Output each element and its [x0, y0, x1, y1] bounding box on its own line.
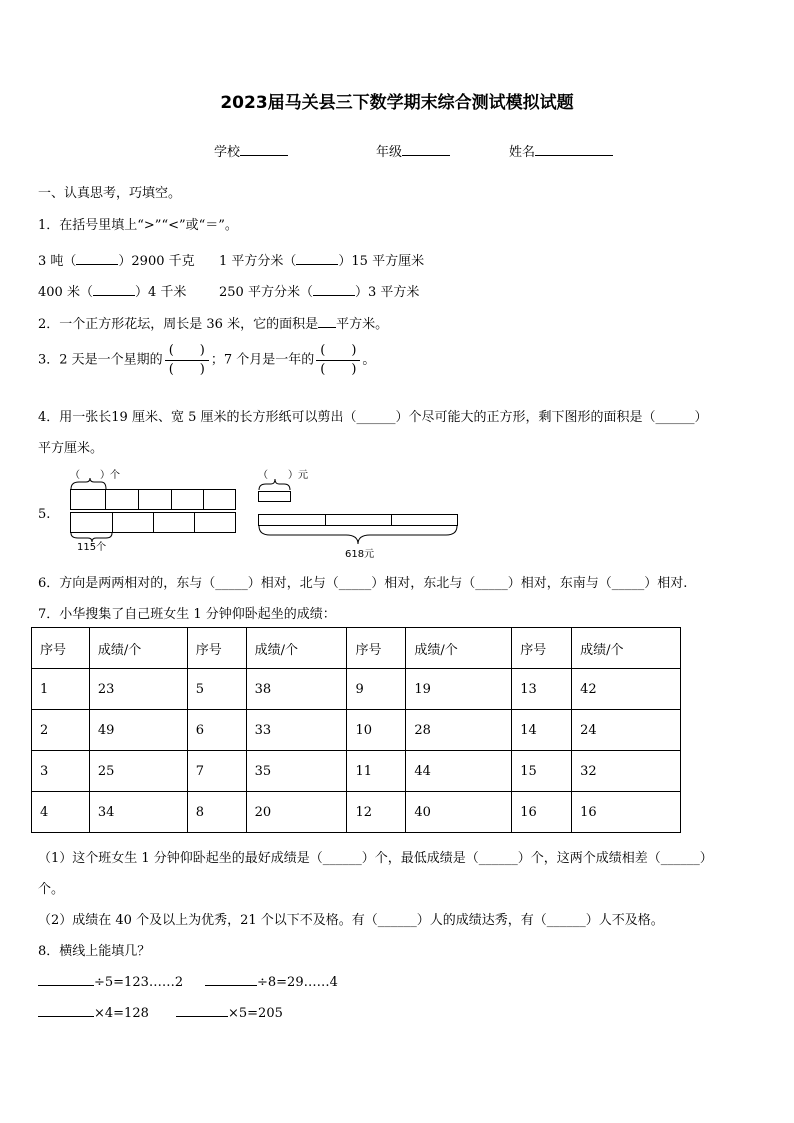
answer-blank[interactable]: [76, 250, 118, 265]
header-cell: 序号: [347, 628, 406, 669]
table-cell: 34: [89, 792, 187, 833]
answer-blank[interactable]: [93, 281, 135, 296]
table-cell: 10: [347, 710, 406, 751]
bar-segment: [138, 489, 172, 510]
bar-segment: [70, 489, 106, 510]
grade-blank[interactable]: [402, 141, 450, 156]
bar-segment: [203, 489, 236, 510]
table-cell: 11: [347, 751, 406, 792]
table-cell: 25: [89, 751, 187, 792]
q7-stem: 7．小华搜集了自己班女生 1 分钟仰卧起坐的成绩：: [38, 607, 336, 622]
right-top-brace: [258, 479, 294, 491]
table-row: [32, 710, 681, 751]
answer-blank[interactable]: [318, 313, 336, 328]
q8-item: ×4=128: [38, 1002, 149, 1021]
bar-segment: [258, 491, 291, 502]
header-cell: 成绩/个: [246, 628, 347, 669]
name-label: 姓名: [509, 145, 536, 160]
table-cell: 42: [572, 669, 681, 710]
bar-segment: [325, 514, 392, 526]
table-cell: 28: [406, 710, 512, 751]
right-bottom-brace: [258, 526, 460, 546]
right-bottom-label: 618元: [345, 549, 375, 560]
answer-blank[interactable]: [205, 971, 257, 986]
q1-item: 1 平方分米（ ）15 平方厘米: [219, 250, 424, 269]
answer-blank[interactable]: [313, 281, 355, 296]
grade-field[interactable]: [376, 141, 450, 160]
q8-stem: 8．横线上能填几？: [38, 944, 151, 959]
table-cell: 9: [347, 669, 406, 710]
q7-sub1-line1: （1）这个班女生 1 分钟仰卧起坐的最好成绩是（______）个，最低成绩是（______）个，这两个成绩相差（______）: [38, 851, 713, 866]
section-heading: 一、认真思考，巧填空。: [38, 186, 182, 201]
table-cell: 24: [572, 710, 681, 751]
q7-sub1-line2: 个。: [38, 882, 65, 897]
q8-item: ÷8=29……4: [205, 971, 338, 990]
table-cell: 6: [187, 710, 246, 751]
table-header-row: [32, 628, 681, 669]
table-cell: 4: [32, 792, 90, 833]
name-field[interactable]: [509, 141, 613, 160]
bar-segment: [258, 514, 326, 526]
table-cell: 2: [32, 710, 90, 751]
bar-segment: [153, 512, 195, 533]
bar-segment: [194, 512, 236, 533]
table-cell: 16: [572, 792, 681, 833]
school-field[interactable]: [214, 141, 288, 160]
table-cell: 32: [572, 751, 681, 792]
fraction-blank[interactable]: $\frac{( )}{( )}$: [165, 344, 209, 377]
table-cell: 12: [347, 792, 406, 833]
q2: 2．一个正方形花坛，周长是 36 米，它的面积是 平方米。: [38, 313, 388, 332]
right-top-label: （ ）元: [258, 470, 308, 481]
table-cell: 44: [406, 751, 512, 792]
bar-segment: [105, 489, 139, 510]
table-row: [32, 669, 681, 710]
q1-item: 400 米（ ）4 千米: [38, 281, 186, 300]
fraction-blank[interactable]: $\frac{( )}{( )}$: [316, 344, 360, 377]
table-cell: 5: [187, 669, 246, 710]
header-cell: 成绩/个: [406, 628, 512, 669]
table-cell: 16: [512, 792, 572, 833]
table-cell: 3: [32, 751, 90, 792]
table-cell: 14: [512, 710, 572, 751]
header-cell: 序号: [512, 628, 572, 669]
q7-sub2: （2）成绩在 40 个及以上为优秀，21 个以下不及格。有（______）人的成绩达秀，有（______）人不及格。: [38, 913, 664, 928]
q1-stem: 1．在括号里填上“>”“<”或“＝”。: [38, 218, 238, 233]
answer-blank[interactable]: [176, 1002, 228, 1017]
q8-item: ÷5=123……2: [38, 971, 183, 990]
q4-line2: 平方厘米。: [38, 441, 104, 456]
q3: 3．2 天是一个星期的 $\frac{( )}{( )}$ ；7 个月是一年的 $\frac{( )}{( )}$ 。: [38, 343, 376, 377]
left-top-label: （ ）个: [70, 470, 120, 481]
bar-segment: [70, 512, 113, 533]
header-cell: 序号: [187, 628, 246, 669]
table-cell: 33: [246, 710, 347, 751]
answer-blank[interactable]: [38, 1002, 94, 1017]
page-title: 2023届马关县三下数学期末综合测试模拟试题: [220, 93, 574, 113]
scores-table: [31, 627, 681, 833]
name-blank[interactable]: [535, 141, 613, 156]
header-cell: 成绩/个: [572, 628, 681, 669]
table-cell: 35: [246, 751, 347, 792]
table-cell: 8: [187, 792, 246, 833]
q1-item: 3 吨（ ）2900 千克: [38, 250, 195, 269]
table-cell: 49: [89, 710, 187, 751]
table-cell: 23: [89, 669, 187, 710]
table-cell: 15: [512, 751, 572, 792]
table-cell: 1: [32, 669, 90, 710]
bar-segment: [112, 512, 154, 533]
q4-line1: 4．用一张长19 厘米、宽 5 厘米的长方形纸可以剪出（______）个尽可能大的正方形，剩下图形的面积是（______）: [38, 410, 708, 425]
header-cell: 成绩/个: [89, 628, 187, 669]
header-cell: 序号: [32, 628, 90, 669]
table-row: [32, 792, 681, 833]
table-cell: 20: [246, 792, 347, 833]
q1-item: 250 平方分米（ ）3 平方米: [219, 281, 419, 300]
bar-segment: [171, 489, 204, 510]
grade-label: 年级: [376, 145, 403, 160]
bar-segment: [391, 514, 458, 526]
school-label: 学校: [214, 145, 241, 160]
left-bottom-label: 115个: [77, 542, 107, 553]
q6: 6．方向是两两相对的，东与（_____）相对，北与（_____）相对，东北与（_____）相对，东南与（_____）相对.: [38, 576, 688, 591]
table-cell: 40: [406, 792, 512, 833]
answer-blank[interactable]: [296, 250, 338, 265]
table-row: [32, 751, 681, 792]
table-cell: 38: [246, 669, 347, 710]
q5-number: 5.: [38, 507, 51, 522]
answer-blank[interactable]: [38, 971, 94, 986]
table-cell: 13: [512, 669, 572, 710]
table-cell: 7: [187, 751, 246, 792]
table-cell: 19: [406, 669, 512, 710]
q8-item: ×5=205: [176, 1002, 283, 1021]
school-blank[interactable]: [240, 141, 288, 156]
